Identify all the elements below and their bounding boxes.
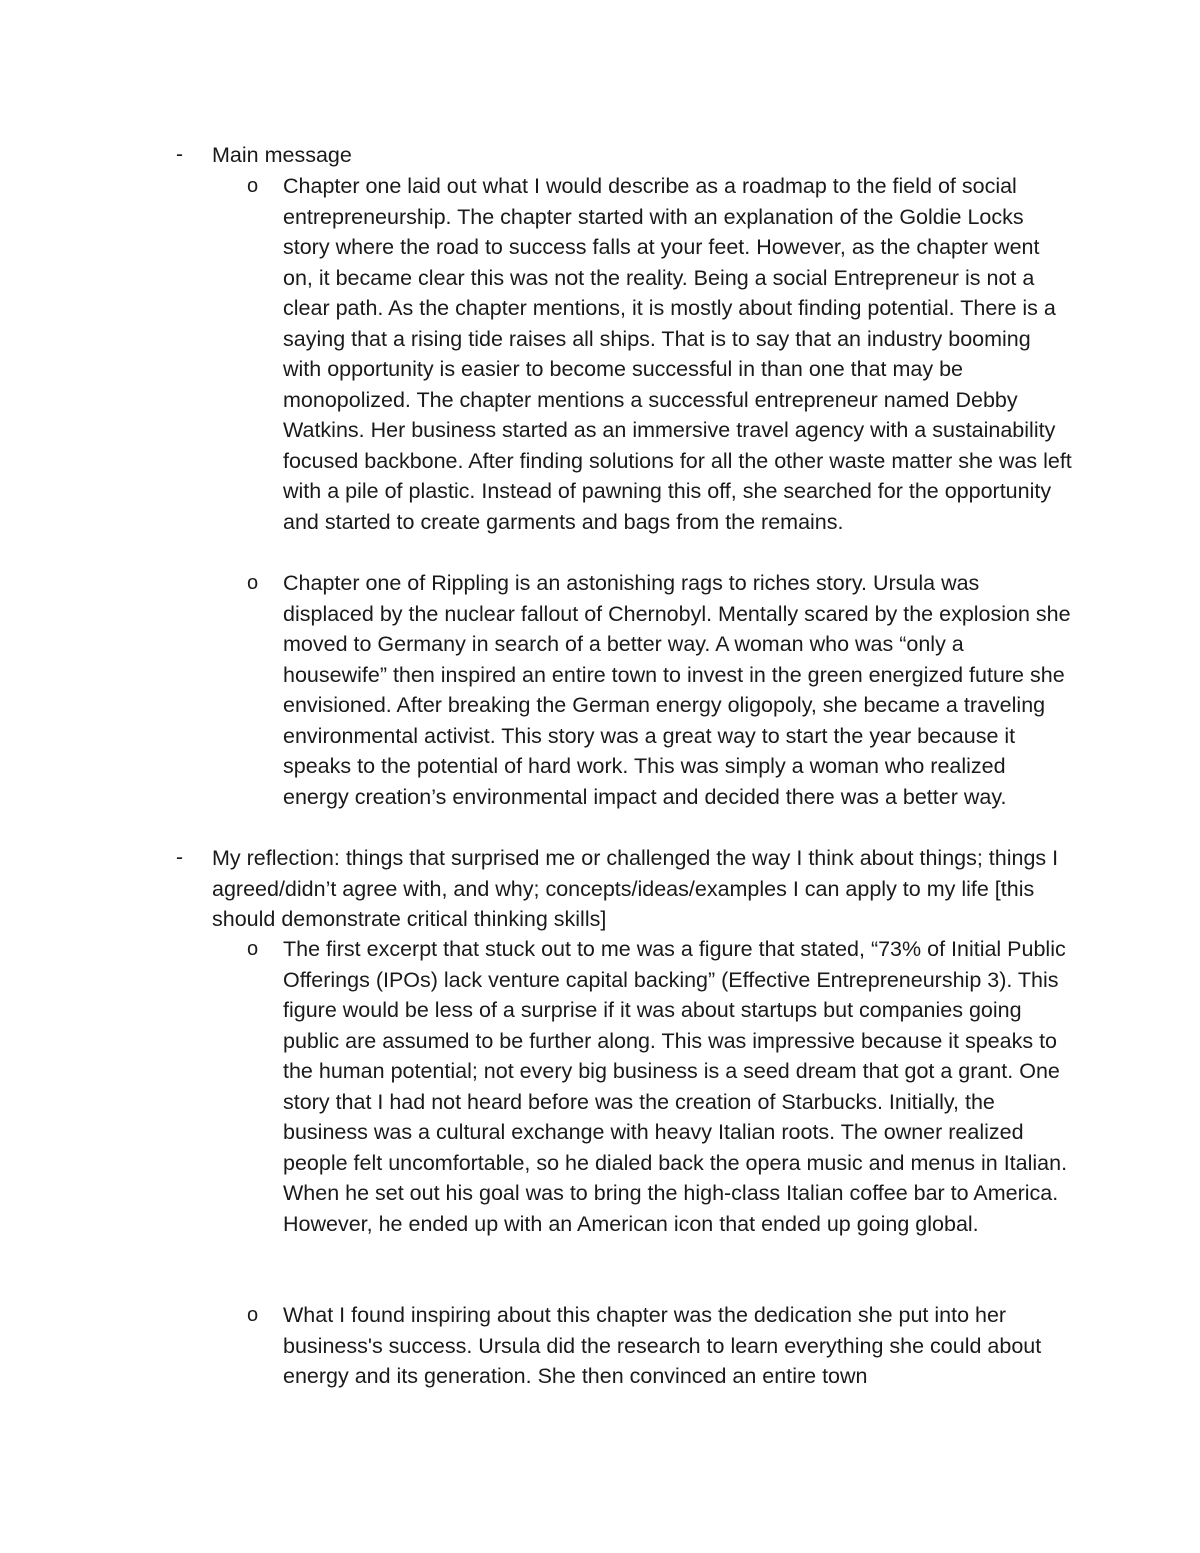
paragraph: Chapter one laid out what I would describe as a roadmap to the field of social entrepreneurship. The chapter started with an explanation of the Goldie Locks story where the road to success falls at your feet. However, as the chapter went on, it became clear this was not the reality. Being a social Entrepreneur is not a clear path. As the chapter mentions, it is mostly about finding potential. There is a saying that a rising tide raises all ships. That is to say that an industry booming with opportunity is easier to become successful in than one that may be monopolized. The chapter mentions a successful entrepreneur named Debby Watkins. Her business started as an immersive travel agency with a sustainability focused backbone. After finding solutions for all the other waste matter she was left with a pile of plastic. Instead of pawning this off, she searched for the opportunity and started to create garments and bags from the remains. <box>283 174 1072 534</box>
paragraph: What I found inspiring about this chapter was the dedication she put into her business's success. Ursula did the research to learn everything she could about energy and its generation. She then convinced an entire town <box>283 1303 1042 1388</box>
paragraph: The first excerpt that stuck out to me was a figure that stated, “73% of Initial Public Offerings (IPOs) lack venture capital backing” (Effective Entrepreneurship 3). This figure would be less of a surprise if it was about startups but companies going public are assumed to be further along. This was impressive because it speaks to the human potential; not every big business is a seed dream that got a grant. One story that I had not heard before was the creation of Starbucks. Initially, the business was a cultural exchange with heavy Italian roots. The owner realized people felt uncomfortable, so he dialed back the opera music and menus in Italian. When he set out his goal was to bring the high-class Italian coffee bar to America. However, he ended up with an American icon that ended up going global. <box>283 937 1068 1236</box>
circle-bullet: o <box>247 1304 259 1326</box>
paragraph: Chapter one of Rippling is an astonishing rags to riches story. Ursula was displaced by the nuclear fallout of Chernobyl. Mentally scared by the explosion she moved to Germany in search of a better way. A woman who was “only a housewife” then inspired an entire town to invest in the green energized future she envisioned. After breaking the German energy oligopoly, she became a traveling environmental activist. This story was a great way to start the year because it speaks to the potential of hard work. This was simply a woman who realized energy creation’s environmental impact and decided there was a better way. <box>283 571 1071 809</box>
circle-bullet: o <box>247 572 259 594</box>
circle-bullet: o <box>247 938 259 960</box>
dash-bullet: - <box>176 846 183 869</box>
circle-bullet: o <box>247 175 259 197</box>
section-heading: My reflection: things that surprised me or challenged the way I think about things; things I agreed/didn’t agree with, and why; concepts/ideas/examples I can apply to my life [this should demonstrate critical thinking skills] <box>212 846 1059 931</box>
dash-bullet: - <box>176 143 183 166</box>
section-heading: Main message <box>212 143 352 167</box>
